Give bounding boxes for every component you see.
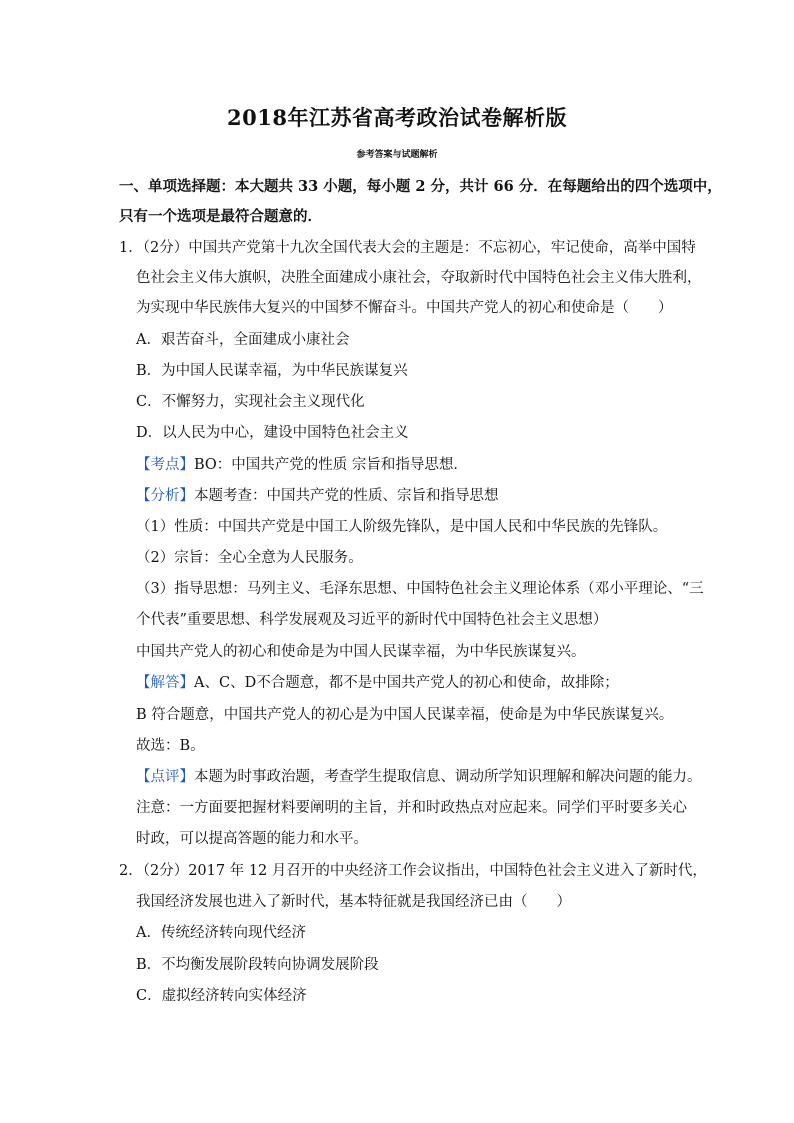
q1-fenxi-4: 中国共产党人的初心和使命是为中国人民谋幸福，为中华民族谋复兴。 — [136, 644, 586, 660]
dianping-text: 本题为时事政治题，考查学生提取信息、调动所学知识理解和解决问题的能力。 — [194, 769, 702, 785]
q1-option-c: C．不懈努力，实现社会主义现代化 — [136, 394, 365, 410]
q2-option-c: C．虚拟经济转向实体经济 — [136, 988, 307, 1004]
q1-option-d: D．以人民为中心，建设中国特色社会主义 — [136, 425, 409, 441]
kaodian-text: BO：中国共产党的性质 宗旨和指导思想． — [194, 457, 468, 473]
q1-stem-line-1: 1．（2分）中国共产党第十九次全国代表大会的主题是：不忘初心，牢记使命，高举中国特 — [119, 240, 696, 256]
q1-dianping-3: 时政，可以提高答题的能力和水平。 — [136, 831, 368, 847]
page-title: 2018年江苏省高考政治试卷解析版 — [227, 105, 567, 130]
page-subtitle: 参考答案与试题解析 — [356, 150, 438, 160]
section-heading-line-2: 只有一个选项是最符合题意的． — [119, 208, 322, 225]
jieda-text: A、C、D不合题意，都不是中国共产党人的初心和使命，故排除； — [194, 675, 619, 691]
q1-dianping-2: 注意：一方面要把握材料要阐明的主旨，并和时政热点对应起来。同学们平时要多关心 — [136, 800, 687, 816]
dianping-tag: 【点评】 — [136, 769, 194, 785]
fenxi-tag: 【分析】 — [136, 488, 194, 504]
kaodian-tag: 【考点】 — [136, 457, 194, 473]
q1-stem-line-2: 色社会主义伟大旗帜，决胜全面建成小康社会，夺取新时代中国特色社会主义伟大胜利， — [136, 270, 702, 286]
q2-stem-line-2: 我国经济发展也进入了新时代，基本特征就是我国经济已由（ ） — [136, 894, 571, 910]
q1-option-a: A．艰苦奋斗，全面建成小康社会 — [136, 332, 350, 348]
q1-fenxi-3a: （3）指导思想：马列主义、毛泽东思想、中国特色社会主义理论体系（邓小平理论、“三 — [136, 581, 704, 597]
q1-jieda — [136, 673, 619, 693]
q2-option-a: A．传统经济转向现代经济 — [136, 925, 306, 941]
fenxi-text: 本题考查：中国共产党的性质、宗旨和指导思想 — [194, 488, 499, 504]
q1-jieda-2: B 符合题意，中国共产党人的初心是为中国人民谋幸福，使命是为中华民族谋复兴。 — [136, 707, 674, 723]
q1-option-b: B．为中国人民谋幸福，为中华民族谋复兴 — [136, 363, 408, 379]
jieda-tag: 【解答】 — [136, 675, 194, 691]
q1-fenxi-2: （2）宗旨：全心全意为人民服务。 — [136, 550, 363, 566]
q1-fenxi — [136, 486, 499, 506]
q1-fenxi-1: （1）性质：中国共产党是中国工人阶级先锋队，是中国人民和中华民族的先锋队。 — [136, 519, 668, 535]
q1-jieda-3: 故选：B。 — [136, 738, 205, 754]
q1-dianping — [136, 767, 702, 787]
q2-stem-line-1: 2．（2分）2017 年 12 月召开的中央经济工作会议指出，中国特色社会主义进入了新时代， — [119, 863, 707, 879]
q1-stem-line-3: 为实现中华民族伟大复兴的中国梦不懈奋斗。中国共产党人的初心和使命是（ ） — [136, 300, 673, 316]
q2-option-b: B．不均衡发展阶段转向协调发展阶段 — [136, 957, 379, 973]
section-heading-line-1: 一、单项选择题：本大题共 33 小题，每小题 2 分，共计 66 分．在每题给出的四个选项中， — [119, 178, 722, 195]
q1-kaodian — [136, 455, 468, 475]
q1-fenxi-3b: 个代表”重要思想、科学发展观及习近平的新时代中国特色社会主义思想） — [136, 612, 608, 628]
